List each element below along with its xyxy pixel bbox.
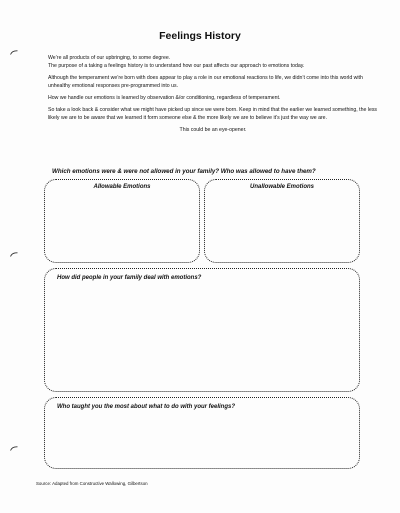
hole-punch-mark-icon <box>10 50 18 55</box>
hole-punch-mark-icon <box>10 252 18 257</box>
emotions-allowed-question: Which emotions were & were not allowed in your family? Who was allowed to have them? <box>52 168 316 175</box>
taught-feelings-question: Who taught you the most about what to do with your feelings? <box>57 404 235 410</box>
intro-paragraph-1 <box>48 54 378 70</box>
intro-line-1: We’re all products of our upbringing, to some degree. <box>48 55 171 61</box>
unallowable-emotions-box[interactable] <box>204 179 360 263</box>
intro-paragraph-4: So take a look back & consider what we might have picked up since we were born. Keep in mind that the earlier we learned something, the less likely we are to be aware that we learned it form someone else & the more likely we are to believe it’s just the way we are. <box>48 107 378 121</box>
intro-text <box>48 54 378 138</box>
family-emotions-box[interactable] <box>44 268 360 392</box>
unallowable-emotions-heading: Unallowable Emotions <box>249 184 314 190</box>
intro-paragraph-5: This could be an eye-opener. <box>179 127 247 133</box>
intro-paragraph-2: Although the temperament we’re born with does appear to play a role in our emotional reactions to life, we didn’t come into this world with unhealthy emotional responses pre-programmed into us. <box>48 75 363 89</box>
intro-line-2: The purpose of a taking a feelings history is to understand how our past affects our approach to emotions today. <box>48 63 305 69</box>
intro-paragraph-3: How we handle our emotions is learned by observation &/or conditioning, regardless of temperament. <box>48 95 281 101</box>
taught-feelings-box[interactable] <box>44 397 360 469</box>
allowable-emotions-heading: Allowable Emotions <box>93 184 151 190</box>
hole-punch-mark-icon <box>10 446 18 451</box>
page-title: Feelings History <box>159 30 241 42</box>
allowable-emotions-box[interactable] <box>44 179 200 263</box>
family-emotions-question: How did people in your family deal with emotions? <box>57 275 202 281</box>
source-citation: Source: Adapted from Constructive Wallowing, Gilbertson <box>36 481 148 486</box>
